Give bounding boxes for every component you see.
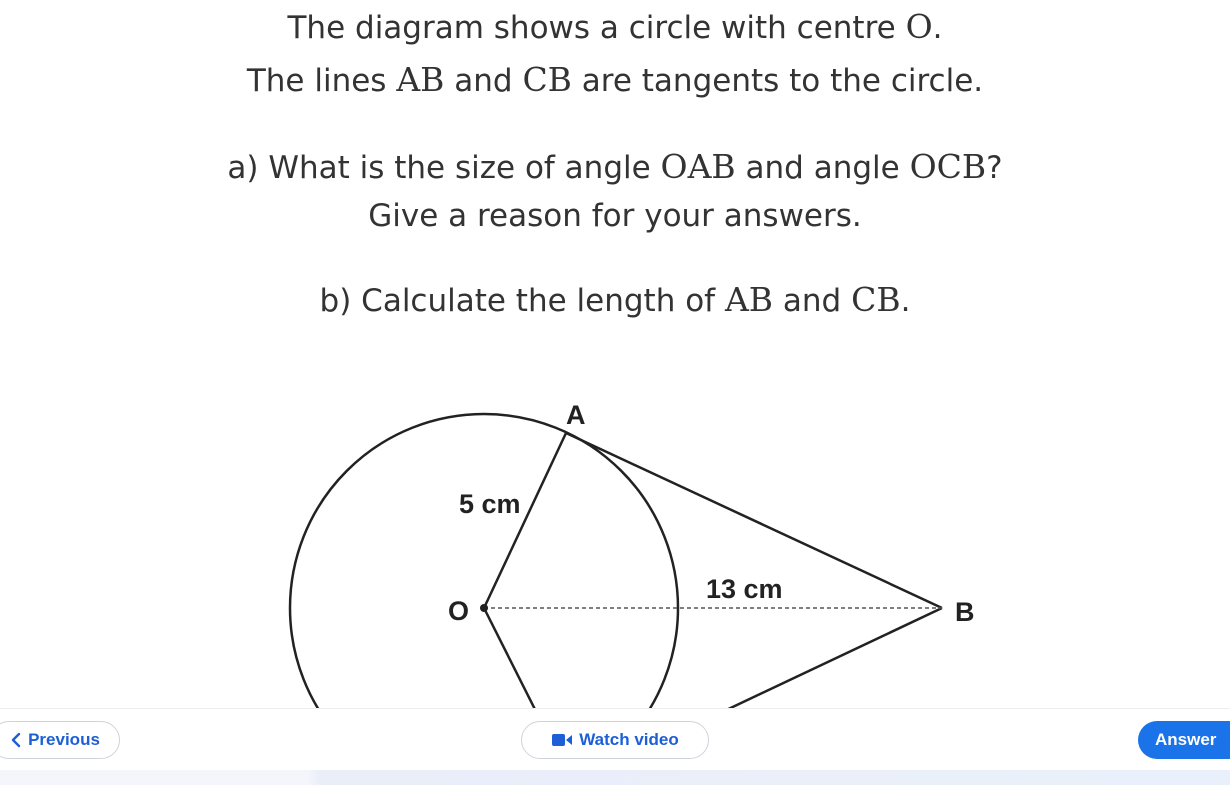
- radius-oa: [484, 433, 566, 608]
- qa-mid: and angle: [735, 150, 910, 186]
- qa-math-ocb: OCB: [909, 147, 987, 186]
- watch-video-button[interactable]: [521, 721, 709, 759]
- qb-mid: and: [773, 283, 852, 319]
- tangent-diagram: [0, 380, 1230, 710]
- q2-mid: and: [444, 63, 523, 99]
- qb-math-ab: AB: [724, 280, 774, 319]
- q2-end: are tangents to the circle.: [571, 63, 984, 99]
- question-line-2: [0, 60, 1230, 101]
- tangent-cb: [572, 608, 942, 710]
- radius-oc: [484, 608, 572, 710]
- q1-text: The diagram shows a circle with centre: [287, 10, 906, 46]
- label-o: O: [448, 596, 470, 626]
- previous-button[interactable]: [0, 721, 120, 759]
- q1-math-o: O: [905, 7, 933, 46]
- question-line-1: [0, 7, 1230, 48]
- bottom-strip: [0, 770, 1230, 785]
- watch-video-label: Watch video: [579, 730, 679, 749]
- answer-label: Answer: [1155, 730, 1217, 749]
- bottom-toolbar: [0, 708, 1230, 771]
- answer-button[interactable]: [1138, 721, 1230, 759]
- q1-end: .: [932, 10, 943, 46]
- qb-end: .: [900, 283, 911, 319]
- video-camera-icon: [551, 733, 573, 747]
- q2-math-ab: AB: [396, 60, 445, 99]
- centre-point: [480, 604, 488, 612]
- qa-end: ?: [986, 150, 1003, 186]
- label-radius: 5 cm: [459, 489, 521, 519]
- chevron-left-icon: [10, 732, 22, 748]
- qa-math-oab: OAB: [660, 147, 736, 186]
- previous-label: Previous: [28, 730, 100, 749]
- question-part-a: [0, 147, 1230, 188]
- label-a: A: [566, 400, 586, 430]
- qa-text: a) What is the size of angle: [227, 150, 661, 186]
- label-ob-length: 13 cm: [706, 574, 783, 604]
- q2-math-cb: CB: [522, 60, 572, 99]
- qb-text: b) Calculate the length of: [319, 283, 725, 319]
- label-b: B: [955, 597, 975, 627]
- q2-text: The lines: [246, 63, 397, 99]
- qb-math-cb: CB: [851, 280, 901, 319]
- question-part-b: [0, 280, 1230, 321]
- question-part-a-reason: Give a reason for your answers.: [368, 198, 862, 234]
